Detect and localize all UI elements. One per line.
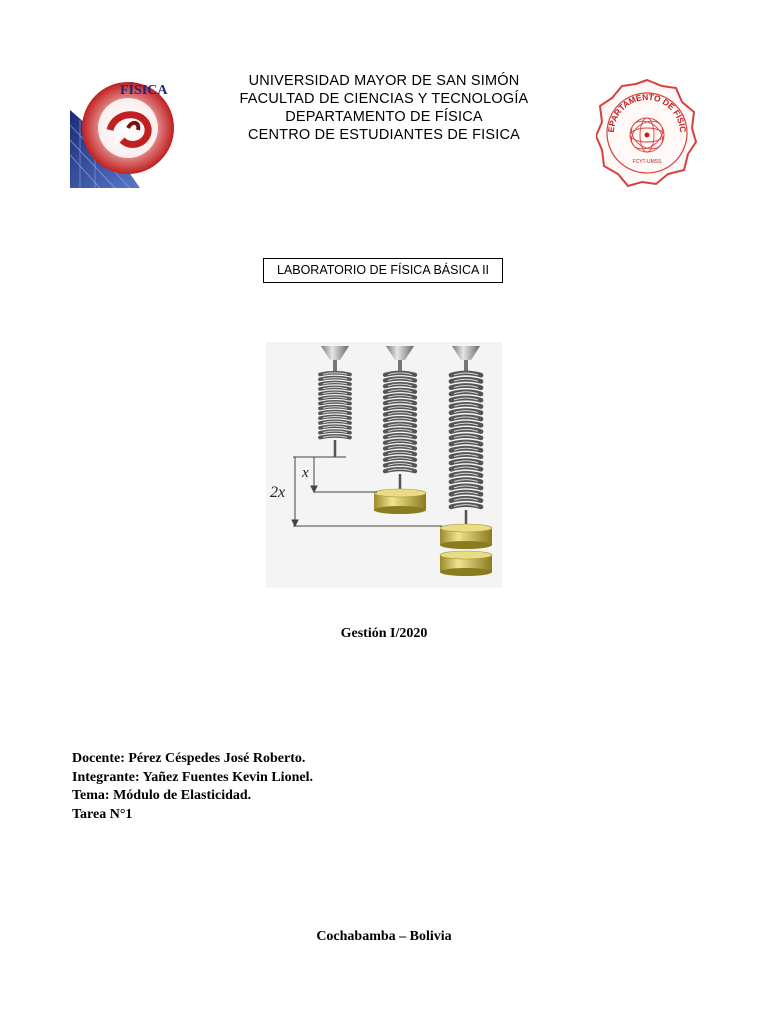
tema-line: Tema: Módulo de Elasticidad.	[72, 788, 252, 803]
info-block	[72, 750, 313, 824]
spring-rod-1	[333, 360, 337, 372]
spring-rod-3	[464, 360, 468, 372]
docente-line: Docente: Pérez Céspedes José Roberto.	[72, 751, 306, 766]
seal-subtext: FCYT-UMSS	[632, 159, 662, 165]
mass-bottom-3	[440, 568, 492, 576]
integrante-line: Integrante: Yañez Fuentes Kevin Lionel.	[72, 769, 313, 785]
spring-elongation-figure	[266, 342, 502, 588]
mass-top-1	[374, 489, 426, 497]
spring-rod-2	[398, 360, 402, 372]
fisica-logo	[70, 70, 178, 190]
institution-header	[200, 72, 568, 144]
department-name: DEPARTAMENTO DE FÍSICA	[285, 109, 483, 125]
departamento-fisica-seal-icon	[596, 78, 698, 188]
seal-text: EPARTAMENTO DE FÍSIC	[605, 91, 689, 133]
tarea-line: Tarea N°1	[72, 806, 133, 822]
mass-top-3	[440, 551, 492, 559]
fisica-logo-text: FÍSICA	[120, 83, 168, 98]
location-footer: Cochabamba – Bolivia	[316, 929, 452, 944]
lab-title-box	[263, 258, 503, 283]
x-label: x	[302, 465, 309, 481]
2x-label: 2x	[270, 484, 286, 501]
faculty-name: FACULTAD DE CIENCIAS Y TECNOLOGÍA	[239, 91, 529, 107]
mass-bottom-2	[440, 541, 492, 549]
lab-title: LABORATORIO DE FÍSICA BÁSICA II	[276, 263, 490, 277]
mass-top-2	[440, 524, 492, 532]
university-name: UNIVERSIDAD MAYOR DE SAN SIMÓN	[248, 73, 520, 89]
student-center-name: CENTRO DE ESTUDIANTES DE FISICA	[247, 127, 521, 143]
gestion-period: Gestión I/2020	[340, 626, 428, 641]
mass-bottom-1	[374, 506, 426, 514]
